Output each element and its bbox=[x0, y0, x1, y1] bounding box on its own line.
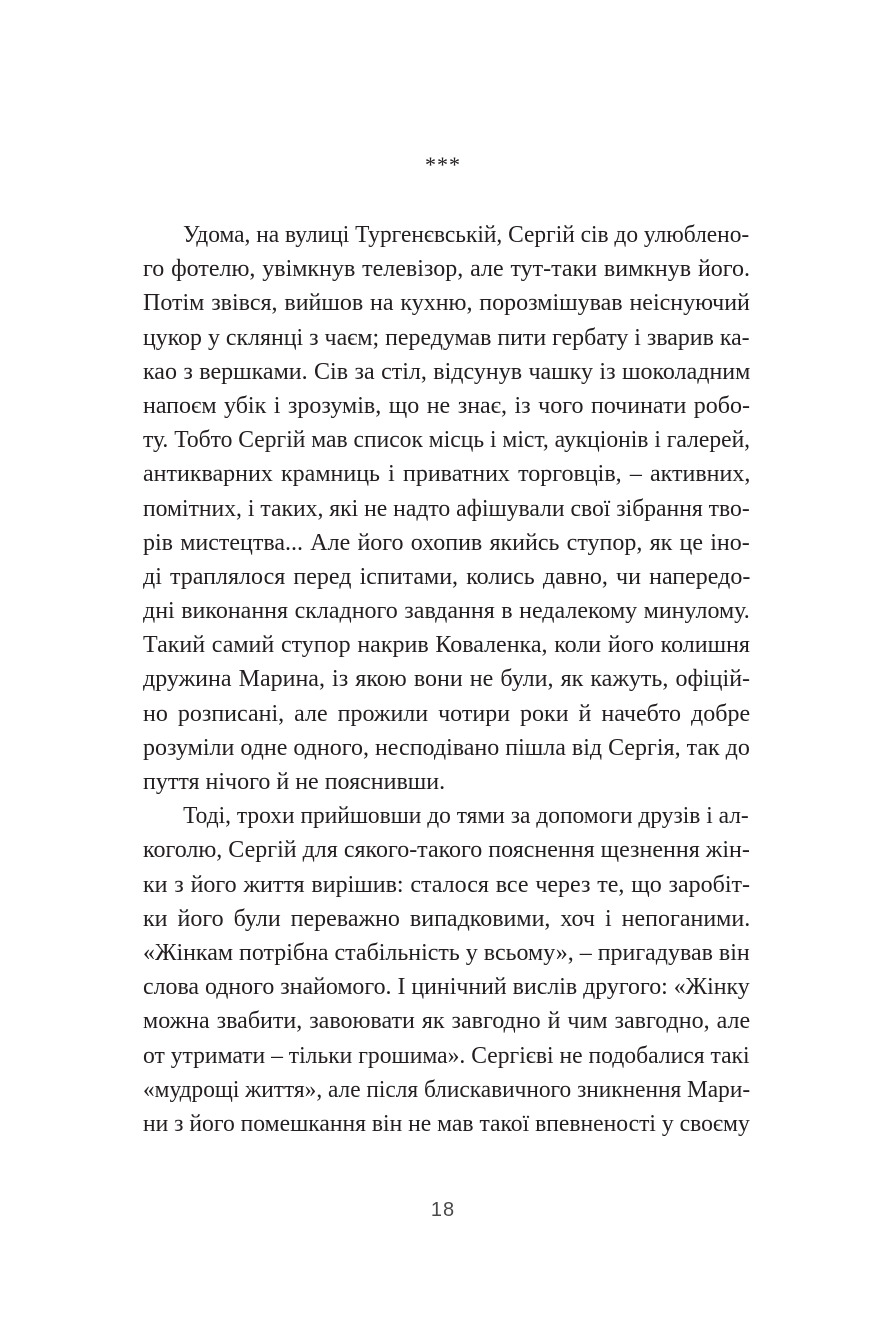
text-line: Тоді, трохи прийшовши до тями за допомоги друзів і ал- bbox=[183, 803, 749, 830]
text-line: дружина Марина, із якою вони не були, як кажуть, офіцій- bbox=[143, 666, 751, 693]
text-line: ки з його життя вирішив: сталося все через те, що заробіт- bbox=[143, 871, 750, 898]
text-line: слова одного знайомого. І цинічний вислів другого: «Жінку bbox=[143, 974, 750, 1001]
text-line: Удома, на вулиці Тургенєвській, Сергій сів до улюблено- bbox=[183, 222, 750, 248]
text-line: Такий самий ступор накрив Коваленка, коли його колишня bbox=[143, 632, 750, 659]
page-number: 18 bbox=[430, 1199, 456, 1221]
text-line: от утримати – тільки грошима». Сергієві не подобалися такі bbox=[143, 1042, 750, 1069]
text-line: пуття нічого й не пояснивши. bbox=[143, 769, 446, 795]
text-line: дні виконання складного завдання в недалекому минулому. bbox=[143, 598, 750, 625]
text-line: «мудрощі життя», але після блискавичного зникнення Мари- bbox=[143, 1076, 751, 1103]
text-line: розуміли одне одного, несподівано пішла від Сергія, так до bbox=[143, 734, 750, 761]
text-line: «Жінкам потрібна стабільність у всьому», – пригадував він bbox=[143, 939, 750, 966]
text-line: ни з його помешкання він не мав такої впевненості у своєму bbox=[143, 1110, 750, 1137]
text-line: можна звабити, завоювати як завгодно й чим завгодно, але bbox=[143, 1008, 751, 1035]
text-line: ки його були переважно випадковими, хоч і непоганими. bbox=[143, 905, 751, 932]
text-line: као з вершками. Сів за стіл, відсунув чашку із шоколадним bbox=[143, 358, 751, 385]
text-line: но розписані, але прожили чотири роки й начебто добре bbox=[143, 700, 751, 727]
text-line: Потім звівся, вийшов на кухню, порозмішував неіснуючий bbox=[143, 290, 750, 317]
text-line: антикварних крамниць і приватних торговців, – активних, bbox=[143, 461, 751, 488]
text-line: коголю, Сергій для сякого-такого пояснення щезнення жін- bbox=[143, 837, 750, 864]
text-line: ту. Тобто Сергій мав список місць і міст, аукціонів і галерей, bbox=[143, 427, 751, 454]
section-separator: *** bbox=[425, 152, 461, 177]
text-line: го фотелю, увімкнув телевізор, але тут-таки вимкнув його. bbox=[143, 256, 751, 283]
text-line: помітних, і таких, які не надто афішували свої зібрання тво- bbox=[143, 495, 750, 522]
text-line: рів мистецтва... Але його охопив якийсь ступор, як це іно- bbox=[143, 529, 750, 556]
text-line: цукор у склянці з чаєм; передумав пити гербату і зварив ка- bbox=[143, 324, 750, 351]
text-line: ді траплялося перед іспитами, колись давно, чи напередо- bbox=[143, 563, 751, 590]
body-text bbox=[143, 218, 750, 1141]
paragraph bbox=[143, 218, 750, 799]
paragraph bbox=[143, 799, 750, 1141]
text-line: напоєм убік і зрозумів, що не знає, із чого починати робо- bbox=[143, 392, 750, 419]
